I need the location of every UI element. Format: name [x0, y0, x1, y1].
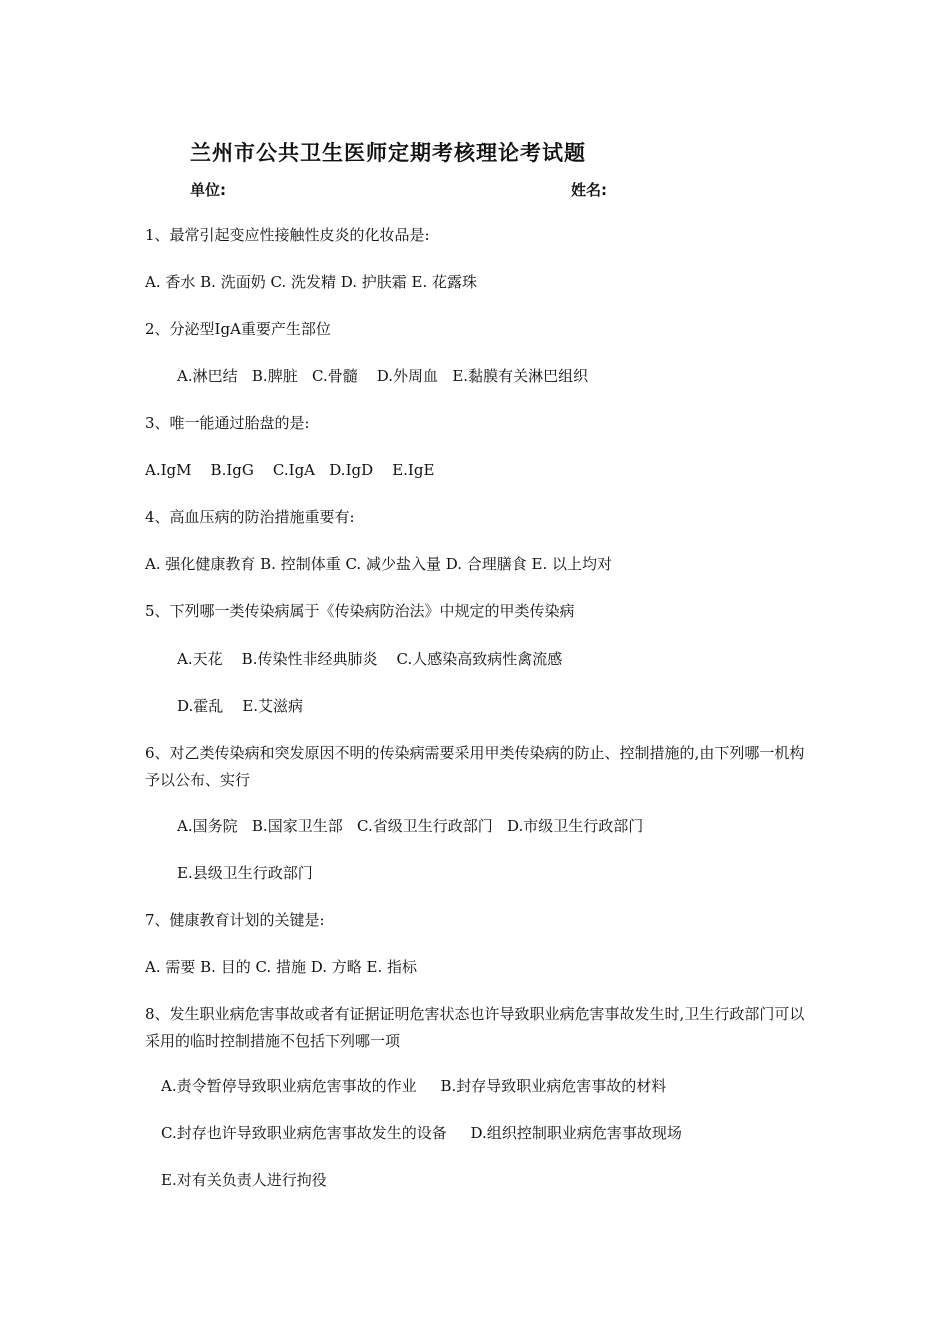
question-4-options: A. 强化健康教育 B. 控制体重 C. 减少盐入量 D. 合理膳食 E. 以上均对	[145, 555, 612, 573]
question-2-options: A.淋巴结 B.脾脏 C.骨髓 D.外周血 E.黏膜有关淋巴组织	[177, 367, 589, 385]
question-7-stem: 7、健康教育计划的关键是:	[145, 911, 325, 929]
question-4-stem: 4、高血压病的防治措施重要有:	[145, 508, 355, 526]
question-3-options: A.IgM B.IgG C.IgA D.IgD E.IgE	[145, 461, 435, 479]
question-6-options-row-1: A.国务院 B.国家卫生部 C.省级卫生行政部门 D.市级卫生行政部门	[177, 817, 644, 835]
exam-title: 兰州市公共卫生医师定期考核理论考试题	[190, 141, 586, 165]
question-5-options-row-1: A.天花 B.传染性非经典肺炎 C.人感染高致病性禽流感	[177, 650, 563, 668]
question-1-stem: 1、最常引起变应性接触性皮炎的化妆品是:	[145, 226, 430, 244]
question-1-options: A. 香水 B. 洗面奶 C. 洗发精 D. 护肤霜 E. 花露珠	[145, 273, 477, 291]
question-2-stem: 2、分泌型IgA重要产生部位	[145, 320, 331, 338]
question-8-options-row-1: A.责令暂停导致职业病危害事故的作业 B.封存导致职业病危害事故的材料	[161, 1077, 667, 1095]
question-6-options-row-2: E.县级卫生行政部门	[177, 864, 313, 882]
question-6-stem: 6、对乙类传染病和突发原因不明的传染病需要采用甲类传染病的防止、控制措施的,由下列哪一机构予以公布、实行	[145, 744, 805, 789]
question-8-options-row-3: E.对有关负责人进行拘役	[161, 1171, 327, 1189]
question-5-stem: 5、下列哪一类传染病属于《传染病防治法》中规定的甲类传染病	[145, 602, 575, 620]
question-8-options-row-2: C.封存也许导致职业病危害事故发生的设备 D.组织控制职业病危害事故现场	[161, 1124, 682, 1142]
unit-label: 单位:	[190, 181, 226, 199]
question-7-options: A. 需要 B. 目的 C. 措施 D. 方略 E. 指标	[145, 958, 417, 976]
question-8-stem: 8、发生职业病危害事故或者有证据证明危害状态也许导致职业病危害事故发生时,卫生行政部门可以采用的临时控制措施不包括下列哪一项	[145, 1005, 805, 1050]
question-5-options-row-2: D.霍乱 E.艾滋病	[177, 697, 304, 715]
name-label: 姓名:	[571, 181, 607, 199]
question-3-stem: 3、唯一能通过胎盘的是:	[145, 414, 310, 432]
